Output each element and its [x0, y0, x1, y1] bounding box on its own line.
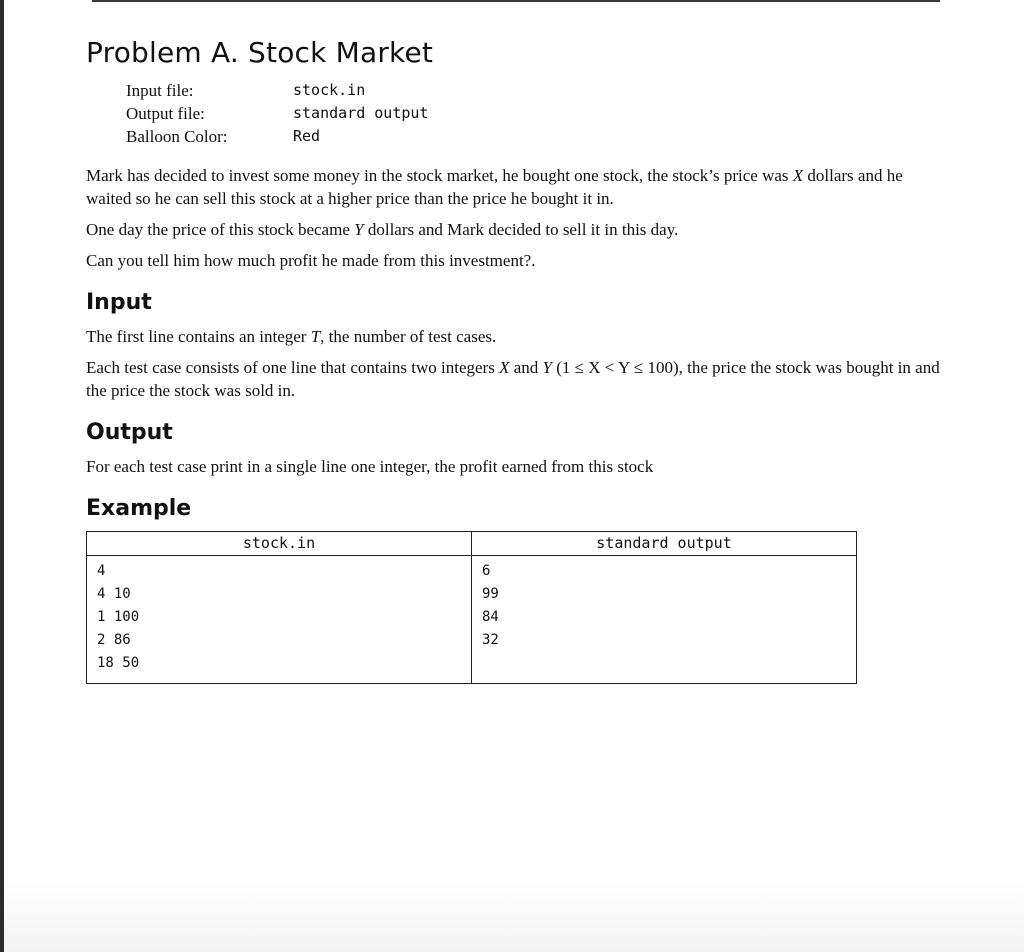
- example-output-line: 6: [482, 563, 491, 579]
- input-text: and: [509, 358, 543, 377]
- variable-x: X: [499, 358, 510, 377]
- example-table: [86, 531, 857, 684]
- example-output-header: standard output: [472, 532, 857, 556]
- statement-paragraph-2: [86, 218, 946, 241]
- balloon-color-label: Balloon Color:: [126, 127, 228, 146]
- statement-paragraph-3: Can you tell him how much profit he made from this investment?.: [86, 251, 536, 270]
- example-output-line: 84: [482, 609, 499, 625]
- statement-text: dollars and he waited so he can sell this stock at a higher price than the price he bought it in.: [86, 166, 903, 208]
- top-rule: [92, 0, 940, 2]
- input-text: The first line contains an integer: [86, 327, 311, 346]
- output-heading: Output: [86, 420, 173, 445]
- example-input-line: 4 10: [97, 586, 131, 602]
- statement-text: dollars and Mark decided to sell it in this day.: [363, 220, 679, 239]
- example-input-line: 2 86: [97, 632, 131, 648]
- variable-x: X: [792, 166, 804, 185]
- input-paragraph-1: [86, 325, 946, 348]
- output-paragraph-1: For each test case print in a single line one integer, the profit earned from this stock: [86, 457, 654, 476]
- variable-y: Y: [354, 220, 364, 239]
- meta-row-input: [126, 79, 946, 102]
- example-input-line: 4: [97, 563, 106, 579]
- output-file-label: Output file:: [126, 104, 205, 123]
- balloon-color-value: Red: [293, 127, 321, 145]
- problem-title: Problem A. Stock Market: [86, 36, 434, 69]
- input-heading: Input: [86, 290, 152, 315]
- output-file-value: standard output: [293, 104, 429, 122]
- statement-paragraph-1: [86, 164, 946, 210]
- example-input-line: 1 100: [97, 609, 140, 625]
- page-bottom-fade: [4, 882, 1024, 952]
- example-input-line: 18 50: [97, 655, 140, 671]
- problem-meta: [126, 79, 946, 148]
- example-output-line: 99: [482, 586, 499, 602]
- constraint-text: (1 ≤ X < Y ≤ 100): [552, 358, 679, 377]
- example-output-cell: [472, 556, 857, 684]
- input-text: , the number of test cases.: [320, 327, 497, 346]
- statement-text: One day the price of this stock became: [86, 220, 355, 239]
- document-page: [4, 0, 1024, 952]
- input-file-value: stock.in: [293, 81, 366, 99]
- input-paragraph-2: [86, 356, 946, 402]
- meta-row-output: [126, 102, 946, 125]
- statement-text: Mark has decided to invest some money in the stock market, he bought one stock, the stock’s price was: [86, 166, 793, 185]
- variable-y: Y: [542, 358, 552, 377]
- input-text: , the price the stock was bought in and the price the stock was sold in.: [86, 358, 940, 400]
- example-body-row: [87, 556, 857, 684]
- meta-row-balloon: [126, 125, 946, 148]
- example-header-row: [87, 532, 857, 556]
- variable-t: T: [310, 327, 321, 346]
- example-input-header: stock.in: [87, 532, 472, 556]
- example-input-cell: [87, 556, 472, 684]
- input-text: Each test case consists of one line that contains two integers: [86, 358, 500, 377]
- problem-statement: [86, 164, 946, 272]
- input-file-label: Input file:: [126, 81, 194, 100]
- problem-content: [86, 30, 946, 684]
- example-output-line: 32: [482, 632, 499, 648]
- example-heading: Example: [86, 496, 192, 521]
